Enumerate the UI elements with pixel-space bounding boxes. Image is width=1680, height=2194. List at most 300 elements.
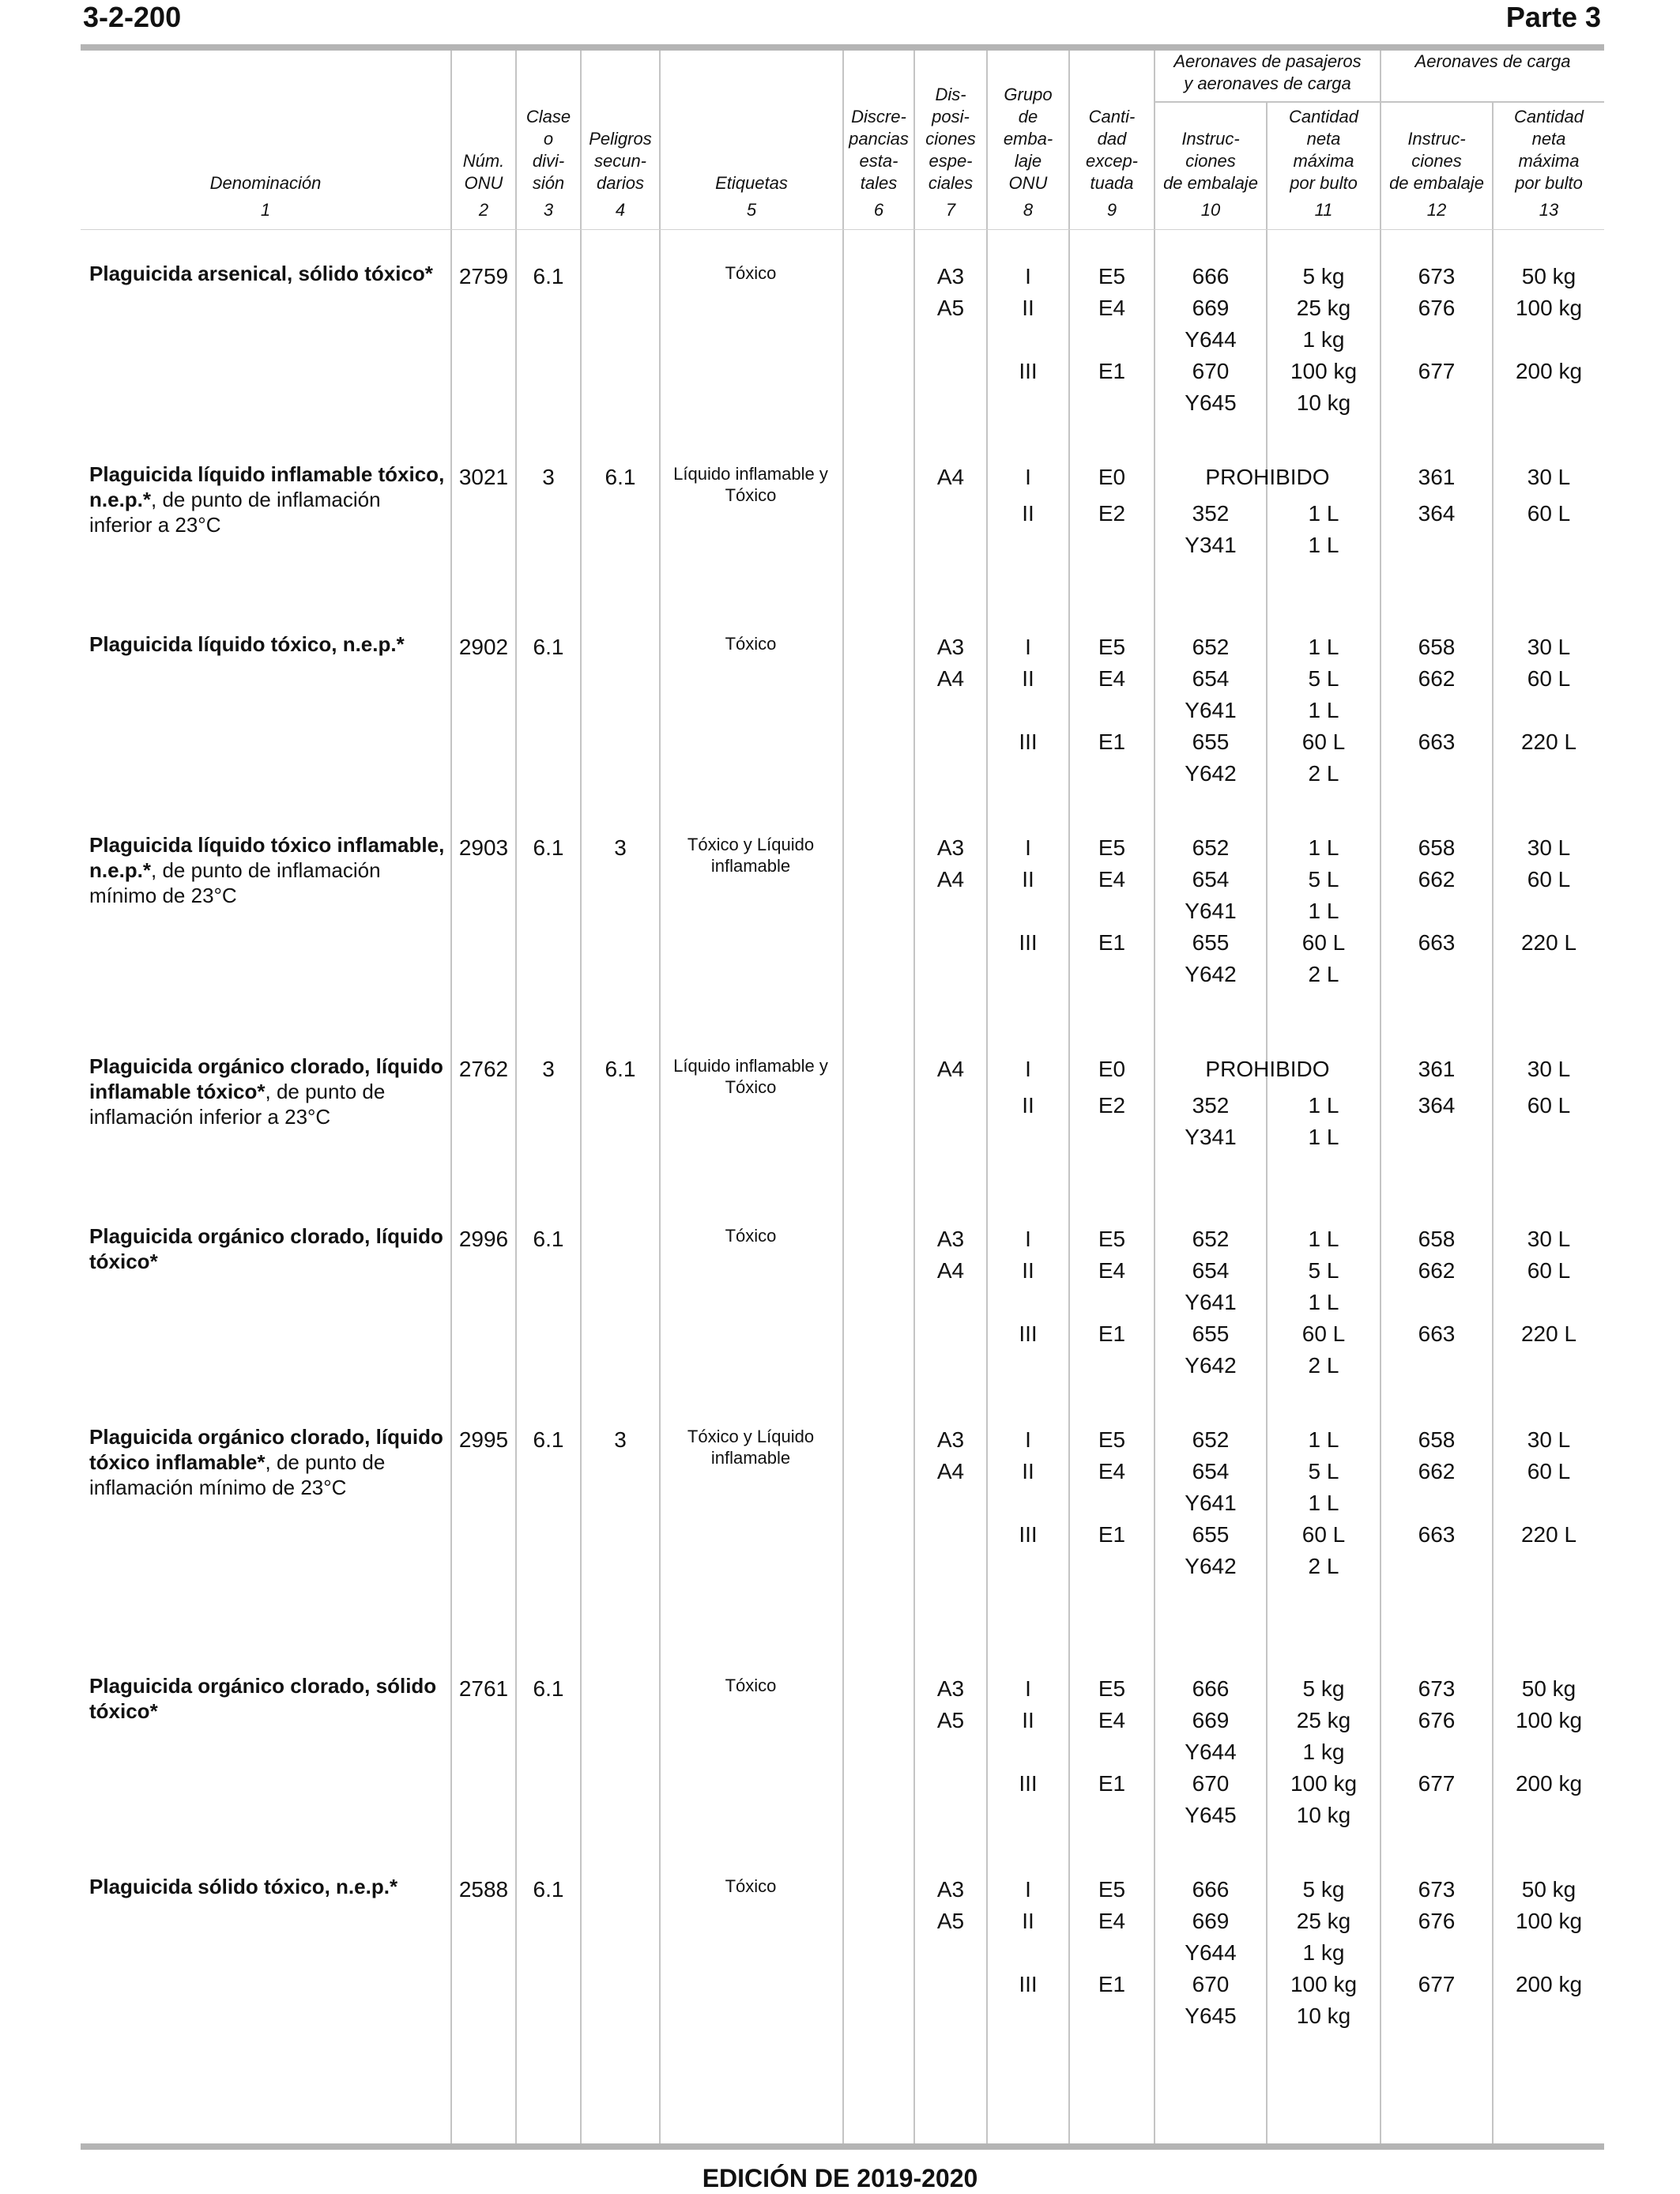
excepted-quantity [1070,695,1154,726]
column-header-5 [661,52,842,194]
substance-name-bold: Plaguicida sólido tóxico, n.e.p.* [89,1875,398,1898]
passenger-packing-instruction: 669 [1192,1708,1230,1732]
packing-group: I [1025,1427,1031,1452]
excepted-quantity: E1 [1098,1321,1126,1346]
cargo-packing-instruction [1381,695,1492,726]
hazard-labels: Líquido inflamable y Tóxico [673,464,828,505]
passenger-max-quantity: 2 L [1308,761,1339,786]
column-header-text: Etiquetas [715,173,788,193]
class-division: 3 [542,1057,555,1081]
packing-group [988,1350,1068,1382]
column-number: 5 [746,200,757,220]
cargo-packing-instruction: 663 [1418,1522,1456,1547]
subsidiary-hazard: 6.1 [605,465,636,489]
passenger-packing-instruction: Y641 [1185,698,1237,722]
excepted-quantity: E5 [1098,1427,1126,1452]
edition-footer: EDICIÓN DE 2019-2020 [702,2164,978,2192]
passenger-max-quantity: 100 kg [1290,1972,1358,1996]
special-provision-column [915,832,986,895]
special-provision-column [915,462,986,493]
column-number: 10 [1200,200,1221,220]
excepted-quantity: E5 [1098,1676,1126,1701]
excepted-quantity: E4 [1098,867,1126,892]
cargo-packing-instruction-column [1381,832,1492,990]
cargo-max-quantity-column [1494,631,1604,790]
excepted-quantity [1070,758,1154,790]
column-header-text: Núm. ONU [462,151,505,193]
hazard-labels: Tóxico y Líquido inflamable [687,835,815,876]
passenger-packing-instruction: 654 [1192,867,1230,892]
packing-group: II [1022,1708,1034,1732]
cargo-packing-instruction: 676 [1418,1708,1456,1732]
packing-group [988,530,1068,561]
cargo-max-quantity [1494,1937,1604,1969]
substance-name [89,1223,449,1274]
excepted-quantity [1070,387,1154,419]
cargo-max-quantity-column [1494,261,1604,419]
passenger-max-quantity: 60 L [1301,1522,1346,1547]
packing-group-column [988,1424,1068,1582]
passenger-packing-instruction: 654 [1192,1459,1230,1483]
special-provision-column [915,1874,986,1937]
cargo-max-quantity-column [1494,832,1604,990]
passenger-packing-instruction: Y644 [1185,1740,1237,1764]
packing-group: I [1025,835,1031,860]
column-number: 12 [1426,200,1447,220]
column-header-2 [452,52,515,194]
packing-group: I [1025,465,1031,489]
prohibited-notice: PROHIBIDO [1205,1057,1330,1081]
special-provision-column [915,631,986,695]
excepted-quantity-column [1070,631,1154,790]
substance-name-detail: , de punto de inflamación inferior a 23°C [89,488,381,537]
passenger-packing-instruction: 652 [1192,1227,1230,1251]
special-provision: A3 [936,1427,965,1452]
passenger-packing-instruction: Y341 [1185,533,1237,557]
excepted-quantity: E1 [1098,1522,1126,1547]
passenger-packing-instruction-column [1155,1223,1266,1382]
passenger-packing-instruction: Y645 [1185,1803,1237,1827]
passenger-max-quantity: 5 kg [1302,1676,1345,1701]
passenger-max-quantity: 2 L [1308,1554,1339,1578]
cargo-max-quantity: 60 L [1527,1093,1571,1118]
cargo-max-quantity: 220 L [1520,729,1577,754]
special-provision-column [915,1673,986,1736]
cargo-packing-instruction: 676 [1418,296,1456,320]
cargo-max-quantity: 100 kg [1515,1909,1583,1933]
excepted-quantity: E5 [1098,1877,1126,1902]
cargo-max-quantity: 100 kg [1515,1708,1583,1732]
cargo-packing-instruction: 662 [1418,867,1456,892]
column-header-4 [582,52,659,194]
passenger-packing-instruction-column [1155,1673,1266,1831]
cargo-max-quantity-column [1494,1223,1604,1382]
hazard-labels: Tóxico [725,263,777,283]
packing-group [988,1736,1068,1768]
substance-name [89,1054,449,1129]
passenger-packing-instruction: Y642 [1185,1554,1237,1578]
cargo-max-quantity [1494,1551,1604,1582]
packing-group [988,695,1068,726]
column-header-text: Dis- posi- ciones espe- ciales [925,85,976,193]
excepted-quantity: E0 [1098,465,1126,489]
packing-group: I [1025,264,1031,288]
excepted-quantity [1070,324,1154,356]
special-provision: A3 [936,635,965,659]
cargo-max-quantity [1494,1350,1604,1382]
un-number: 2762 [458,1057,509,1081]
cargo-max-quantity: 50 kg [1521,264,1576,288]
packing-group-column [988,462,1068,526]
packing-group: I [1025,1227,1031,1251]
special-provision: A5 [936,1708,965,1732]
cargo-max-quantity: 100 kg [1515,296,1583,320]
column-header-1 [81,52,450,194]
passenger-packing-instruction: 655 [1192,930,1230,955]
excepted-quantity-column [1070,1874,1154,2032]
cargo-packing-instruction-column [1381,1223,1492,1382]
passenger-packing-instruction: 652 [1192,635,1230,659]
column-number: 8 [1023,200,1034,220]
packing-group: III [1019,1972,1038,1996]
cargo-max-quantity: 50 kg [1521,1676,1576,1701]
passenger-max-quantity: 1 L [1308,1290,1339,1314]
hazard-labels: Tóxico [725,634,777,654]
cargo-packing-instruction: 662 [1418,1459,1456,1483]
column-header-text: Instruc- ciones de embalaje [1389,129,1484,193]
cargo-packing-instruction: 361 [1418,1057,1456,1081]
group-header-divider [1155,101,1604,103]
class-division: 6.1 [533,635,564,659]
passenger-max-quantity: 2 L [1308,962,1339,986]
excepted-quantity: E4 [1098,1459,1126,1483]
class-division: 6.1 [533,835,564,860]
special-provision: A4 [936,1057,965,1081]
passenger-max-quantity: 1 L [1308,501,1339,526]
passenger-max-quantity: 1 L [1308,533,1339,557]
cargo-max-quantity: 30 L [1527,465,1571,489]
passenger-packing-instruction: 655 [1192,1522,1230,1547]
excepted-quantity [1070,2000,1154,2032]
packing-group: III [1019,1522,1038,1547]
column-header-12 [1381,104,1492,194]
cargo-packing-instruction-column [1381,1874,1492,2032]
cargo-packing-instruction-column [1381,462,1492,526]
passenger-max-quantity: 1 L [1308,1491,1339,1515]
passenger-max-quantity: 100 kg [1290,359,1358,383]
column-header-text: Cantidad neta máxima por bulto [1288,107,1359,193]
column-header-text: Denominación [209,173,322,193]
passenger-max-quantity: 5 kg [1302,1877,1345,1902]
excepted-quantity-column [1070,1223,1154,1382]
column-header-10 [1155,104,1266,194]
cargo-packing-instruction [1381,959,1492,990]
passenger-max-quantity: 1 L [1308,1125,1339,1149]
column-header-text: Discre- pancias esta- tales [849,107,909,193]
cargo-max-quantity-column [1494,1054,1604,1118]
substance-name-bold: Plaguicida líquido tóxico, n.e.p.* [89,632,405,656]
excepted-quantity-column [1070,462,1154,526]
packing-group [988,1937,1068,1969]
passenger-packing-instruction: 666 [1192,264,1230,288]
prohibited-notice: PROHIBIDO [1205,465,1330,489]
column-header-text: Instruc- ciones de embalaje [1163,129,1258,193]
passenger-packing-instruction: 670 [1192,1771,1230,1796]
top-rule [81,44,1604,51]
packing-group: II [1022,666,1034,691]
passenger-packing-instruction: Y645 [1185,390,1237,415]
cargo-max-quantity: 60 L [1527,501,1571,526]
passenger-packing-instruction-column [1155,832,1266,990]
substance-name-bold: Plaguicida orgánico clorado, líquido inflamable tóxico* [89,1054,443,1103]
cargo-max-quantity: 50 kg [1521,1877,1576,1902]
passenger-max-quantity: 25 kg [1296,296,1351,320]
packing-group-column [988,1673,1068,1831]
passenger-max-quantity: 1 kg [1302,327,1345,352]
packing-group: II [1022,867,1034,892]
passenger-max-quantity: 10 kg [1296,390,1351,415]
cargo-max-quantity: 200 kg [1515,359,1583,383]
cargo-packing-instruction [1381,1287,1492,1318]
cargo-packing-instruction: 658 [1418,635,1456,659]
cargo-max-quantity: 30 L [1527,635,1571,659]
substance-name [89,1874,449,1899]
packing-group [988,1800,1068,1831]
cargo-max-quantity [1494,1736,1604,1768]
cargo-max-quantity: 30 L [1527,1227,1571,1251]
packing-group [988,1122,1068,1153]
passenger-packing-instruction: 654 [1192,666,1230,691]
passenger-packing-instruction: 670 [1192,359,1230,383]
passenger-max-quantity: 10 kg [1296,1803,1351,1827]
packing-group-column [988,631,1068,790]
passenger-packing-instruction: Y644 [1185,327,1237,352]
column-number: 3 [543,200,554,220]
excepted-quantity: E5 [1098,635,1126,659]
passenger-max-quantity: 1 kg [1302,1940,1345,1965]
column-header-13 [1494,104,1604,194]
passenger-max-quantity: 100 kg [1290,1771,1358,1796]
cargo-packing-instruction: 361 [1418,465,1456,489]
cargo-packing-instruction [1381,1551,1492,1582]
cargo-packing-instruction: 677 [1418,1771,1456,1796]
cargo-packing-instruction [1381,1350,1492,1382]
excepted-quantity [1070,1487,1154,1519]
cargo-max-quantity [1494,959,1604,990]
column-header-6 [844,52,913,194]
column-divider [580,51,582,2143]
substance-name-bold: Plaguicida líquido inflamable tóxico, n.e.p.* [89,462,445,511]
class-division: 6.1 [533,1427,564,1452]
packing-group [988,2000,1068,2032]
page-number: 3-2-200 [83,1,182,33]
subsidiary-hazard: 3 [614,1427,627,1452]
passenger-packing-instruction: 669 [1192,296,1230,320]
column-number: 6 [873,200,884,220]
excepted-quantity-column [1070,832,1154,990]
passenger-max-quantity: 60 L [1301,729,1346,754]
un-number: 2588 [458,1877,509,1902]
passenger-packing-instruction-column [1155,261,1266,419]
packing-group: II [1022,1258,1034,1283]
class-division: 3 [542,465,555,489]
packing-group [988,1487,1068,1519]
packing-group-column [988,1223,1068,1382]
column-divider [515,51,517,2143]
un-number: 2761 [458,1676,509,1701]
column-number: 13 [1539,200,1559,220]
excepted-quantity: E1 [1098,930,1126,955]
packing-group: II [1022,1909,1034,1933]
cargo-packing-instruction [1381,1800,1492,1831]
substance-name-bold: Plaguicida arsenical, sólido tóxico* [89,262,433,285]
excepted-quantity-column [1070,1424,1154,1582]
subsidiary-hazard: 3 [614,835,627,860]
passenger-max-quantity-column [1268,1874,1380,2032]
column-header-text: Grupo de emba- laje ONU [1003,85,1053,193]
column-number: 1 [260,200,271,220]
passenger-packing-instruction: 652 [1192,835,1230,860]
class-division: 6.1 [533,1227,564,1251]
passenger-max-quantity-column [1268,1673,1380,1831]
passenger-packing-instruction: 352 [1192,1093,1230,1118]
packing-group: II [1022,501,1034,526]
excepted-quantity: E0 [1098,1057,1126,1081]
special-provision: A3 [936,1877,965,1902]
substance-name [89,261,449,286]
packing-group [988,895,1068,927]
column-divider [842,51,844,2143]
packing-group: I [1025,1676,1031,1701]
cargo-max-quantity: 60 L [1527,867,1571,892]
cargo-packing-instruction: 663 [1418,930,1456,955]
passenger-max-quantity: 60 L [1301,930,1346,955]
passenger-max-quantity-column [1268,832,1380,990]
passenger-packing-instruction-column [1155,1424,1266,1582]
substance-name-detail: , de punto de inflamación mínimo de 23°C [89,858,381,907]
excepted-quantity: E2 [1098,1093,1126,1118]
special-provision: A5 [936,296,965,320]
cargo-packing-instruction [1381,1487,1492,1519]
column-number: 7 [945,200,956,220]
cargo-packing-instruction: 663 [1418,729,1456,754]
packing-group: III [1019,1771,1038,1796]
group-header-passenger: Aeronaves de pasajeros y aeronaves de carga [1173,51,1362,93]
passenger-max-quantity: 1 kg [1302,1740,1345,1764]
cargo-packing-instruction: 673 [1418,1676,1456,1701]
passenger-max-quantity: 5 L [1308,867,1339,892]
cargo-max-quantity [1494,2000,1604,2032]
packing-group-column [988,261,1068,419]
excepted-quantity: E1 [1098,1771,1126,1796]
passenger-packing-instruction: 654 [1192,1258,1230,1283]
substance-name-detail: , de punto de inflamación inferior a 23°C [89,1080,386,1129]
packing-group: II [1022,1459,1034,1483]
excepted-quantity: E1 [1098,1972,1126,1996]
cargo-max-quantity [1494,1800,1604,1831]
cargo-packing-instruction: 364 [1418,1093,1456,1118]
passenger-max-quantity: 1 L [1308,635,1339,659]
passenger-packing-instruction: 652 [1192,1427,1230,1452]
un-number: 2903 [458,835,509,860]
excepted-quantity [1070,1937,1154,1969]
column-number: 9 [1106,200,1117,220]
passenger-packing-instruction-column [1155,1874,1266,2032]
excepted-quantity-column [1070,261,1154,419]
packing-group-column [988,1874,1068,2032]
cargo-packing-instruction [1381,1937,1492,1969]
special-provision: A4 [936,867,965,892]
passenger-packing-instruction: 669 [1192,1909,1230,1933]
packing-group: III [1019,729,1038,754]
passenger-max-quantity: 2 L [1308,1353,1339,1378]
passenger-max-quantity: 1 L [1308,1427,1339,1452]
column-header-11 [1268,104,1380,194]
cargo-packing-instruction: 364 [1418,501,1456,526]
excepted-quantity: E2 [1098,501,1126,526]
special-provision-column [915,1054,986,1085]
packing-group: I [1025,1057,1031,1081]
passenger-packing-instruction: Y645 [1185,2004,1237,2028]
column-header-text: Clase o divi- sión [525,107,571,193]
special-provision: A4 [936,1258,965,1283]
un-number: 2759 [458,264,509,288]
cargo-packing-instruction: 663 [1418,1321,1456,1346]
hazard-labels: Tóxico [725,1876,777,1896]
cargo-max-quantity-column [1494,1673,1604,1831]
special-provision-column [915,1223,986,1287]
excepted-quantity: E1 [1098,359,1126,383]
passenger-max-quantity: 10 kg [1296,2004,1351,2028]
packing-group-column [988,1054,1068,1118]
cargo-max-quantity [1494,1487,1604,1519]
column-number-divider [81,229,1604,230]
substance-name-bold: Plaguicida orgánico clorado, líquido tóxico inflamable* [89,1425,443,1474]
packing-group: III [1019,1321,1038,1346]
cargo-max-quantity [1494,1287,1604,1318]
cargo-max-quantity: 60 L [1527,666,1571,691]
cargo-packing-instruction [1381,324,1492,356]
column-header-8 [988,52,1068,194]
cargo-max-quantity [1494,530,1604,561]
passenger-packing-instruction: Y642 [1185,1353,1237,1378]
excepted-quantity: E4 [1098,296,1126,320]
hazard-labels: Tóxico [725,1676,777,1695]
packing-group: III [1019,930,1038,955]
passenger-packing-instruction: Y641 [1185,1491,1237,1515]
cargo-max-quantity [1494,895,1604,927]
cargo-packing-instruction: 677 [1418,1972,1456,1996]
passenger-max-quantity: 60 L [1301,1321,1346,1346]
substance-name-bold: Plaguicida orgánico clorado, líquido tóxico* [89,1224,443,1273]
packing-group [988,1551,1068,1582]
cargo-max-quantity: 200 kg [1515,1972,1583,1996]
special-provision: A3 [936,1227,965,1251]
special-provision: A4 [936,465,965,489]
passenger-max-quantity: 1 L [1308,899,1339,923]
passenger-packing-instruction: Y341 [1185,1125,1237,1149]
group-header-cargo: Aeronaves de carga [1414,51,1571,71]
cargo-packing-instruction: 662 [1418,666,1456,691]
packing-group [988,324,1068,356]
substance-name [89,1424,449,1500]
packing-group [988,387,1068,419]
substance-name-bold: Plaguicida líquido tóxico inflamable, n.e.p.* [89,833,445,882]
passenger-max-quantity: 5 L [1308,1258,1339,1283]
cargo-packing-instruction [1381,758,1492,790]
excepted-quantity [1070,530,1154,561]
excepted-quantity [1070,1736,1154,1768]
